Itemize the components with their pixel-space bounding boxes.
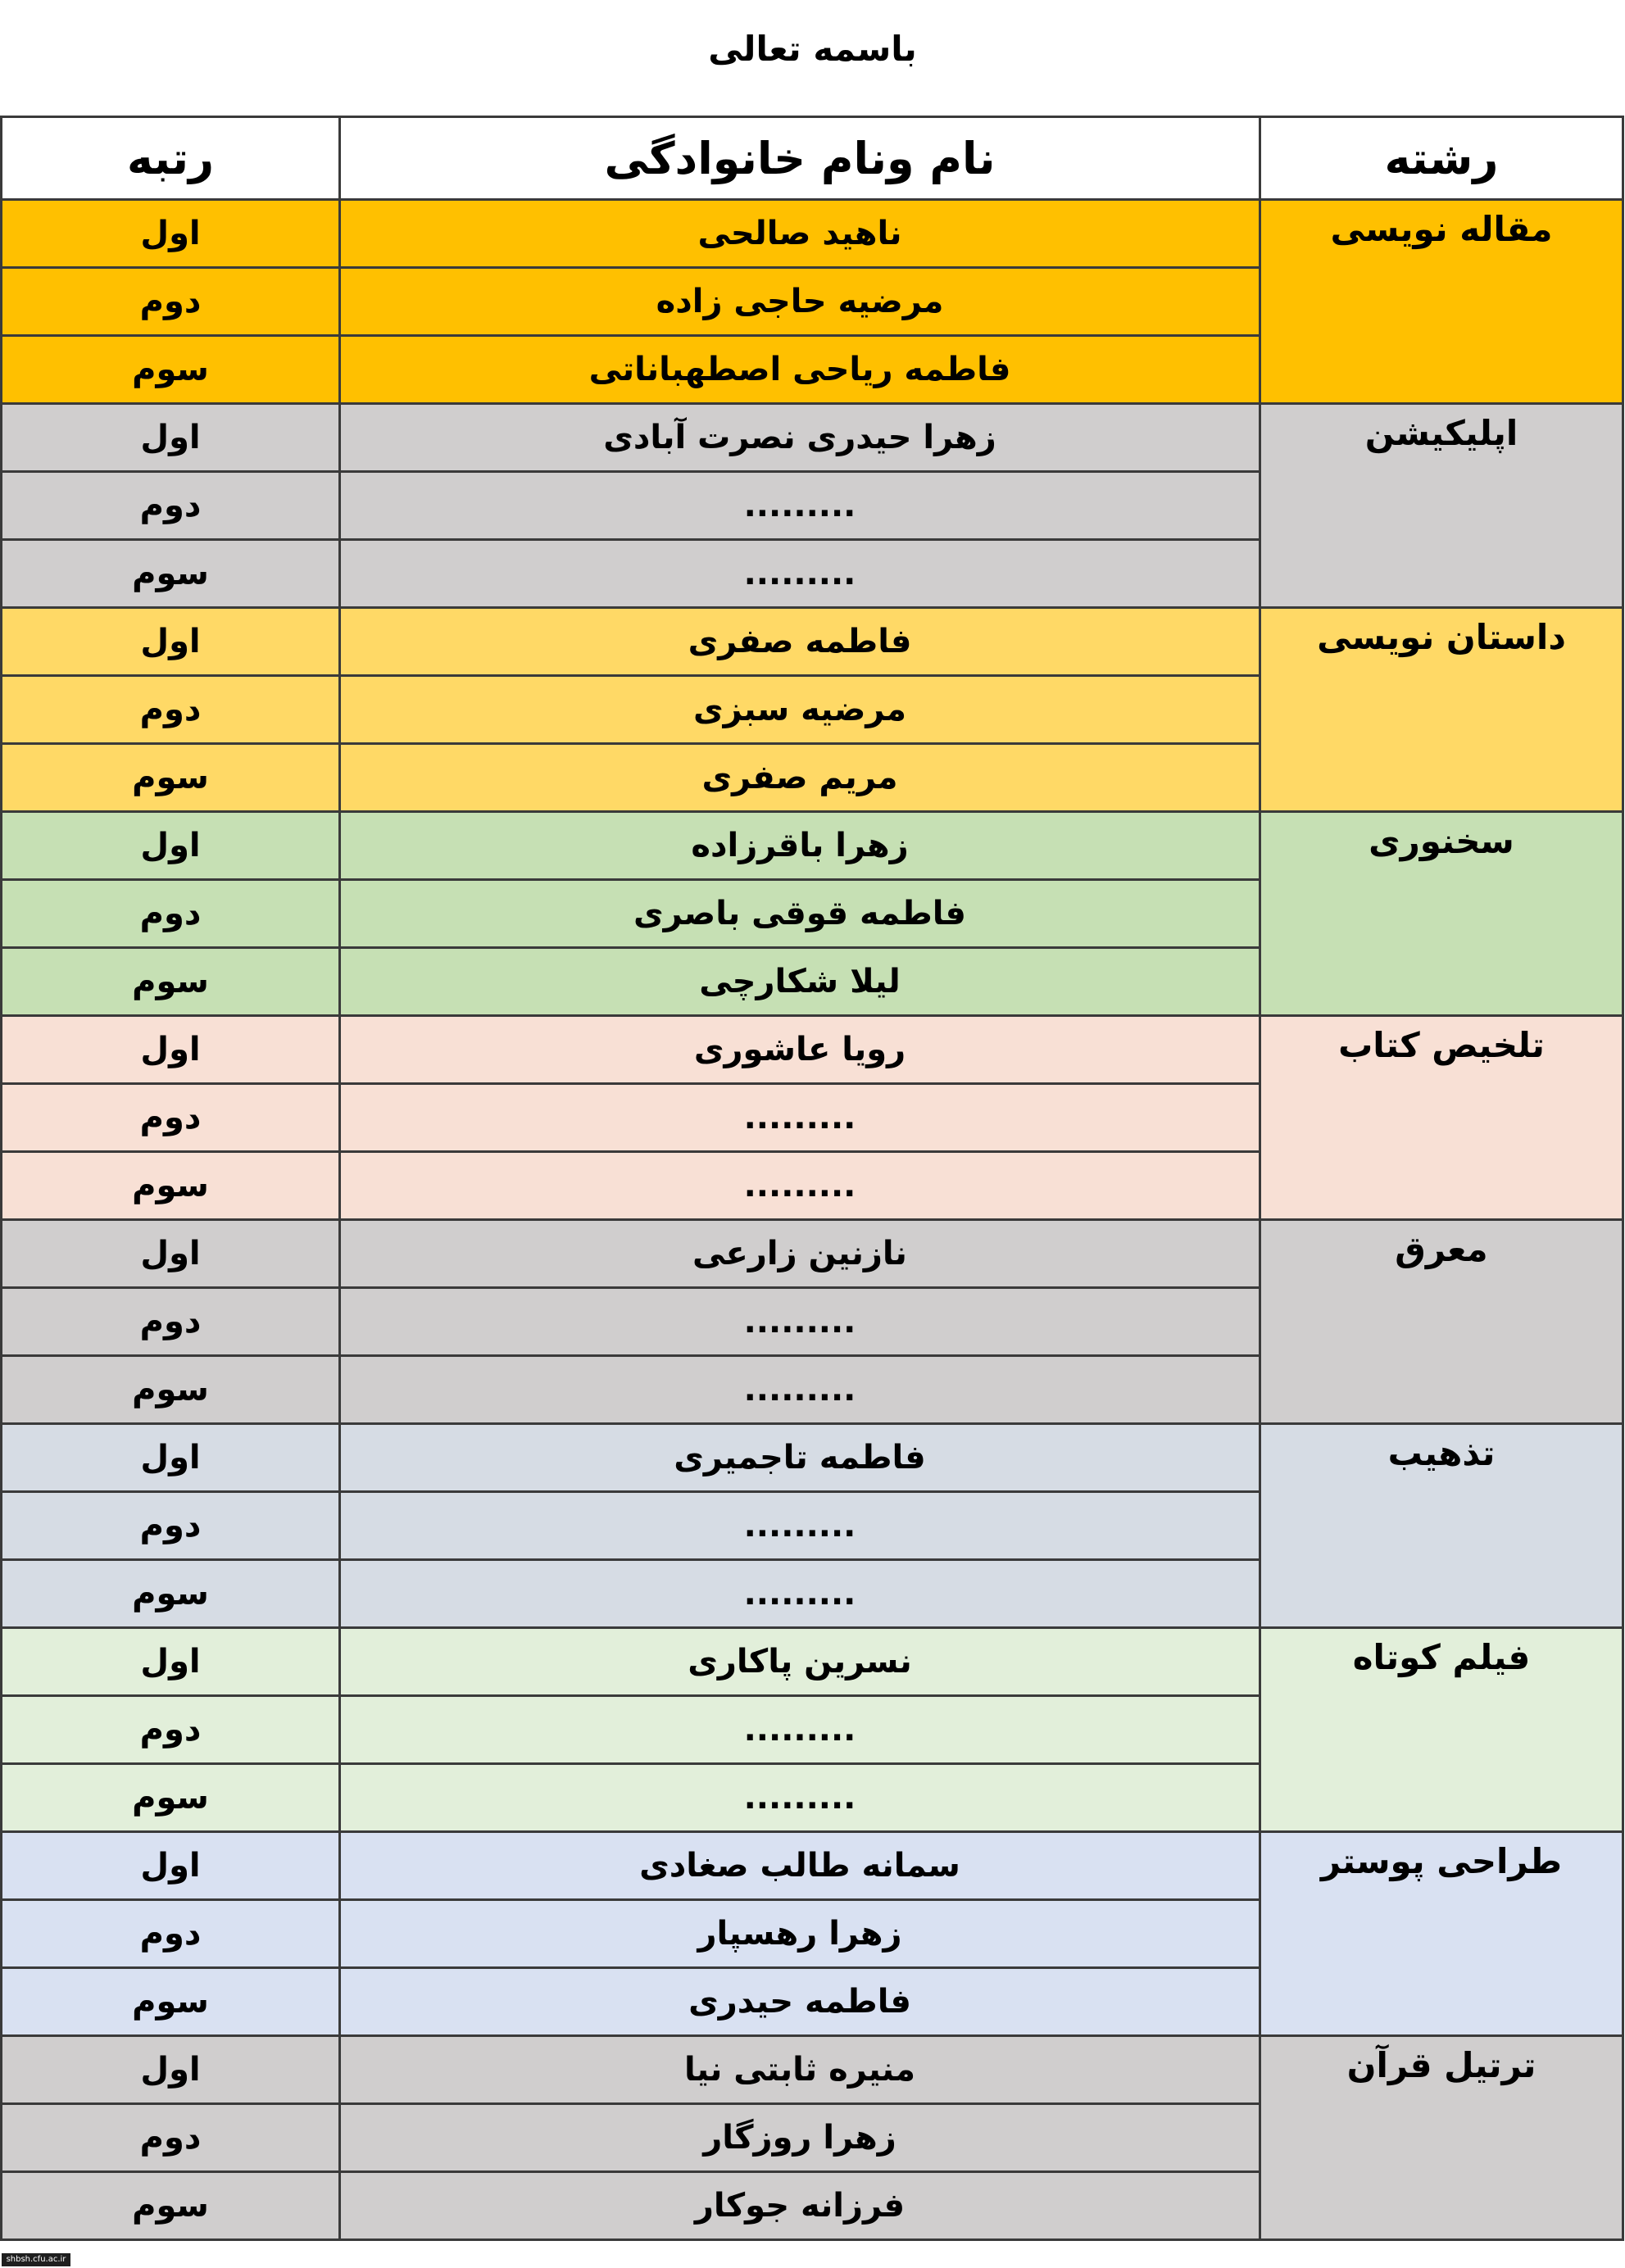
name-cell: فاطمه صفری xyxy=(340,608,1260,676)
name-cell: زهرا روزگار xyxy=(340,2104,1260,2172)
rank-cell: دوم xyxy=(2,1492,340,1560)
rank-cell: سوم xyxy=(2,1764,340,1832)
name-cell: ......... xyxy=(340,472,1260,540)
results-table xyxy=(0,116,1624,2241)
rank-cell: سوم xyxy=(2,1560,340,1628)
rank-cell: سوم xyxy=(2,1356,340,1424)
rank-cell: دوم xyxy=(2,1696,340,1764)
rank-cell: سوم xyxy=(2,1152,340,1220)
name-cell: ناهید صالحی xyxy=(340,200,1260,268)
column-header-field: رشته xyxy=(1260,117,1623,200)
field-cell: معرق xyxy=(1260,1220,1623,1424)
rank-cell: دوم xyxy=(2,880,340,948)
rank-cell: اول xyxy=(2,1832,340,1900)
field-cell: ترتیل قرآن xyxy=(1260,2036,1623,2240)
name-cell: ......... xyxy=(340,1696,1260,1764)
rank-cell: سوم xyxy=(2,336,340,404)
name-cell: ......... xyxy=(340,1084,1260,1152)
name-cell: فاطمه تاجمیری xyxy=(340,1424,1260,1492)
name-cell: لیلا شکارچی xyxy=(340,948,1260,1016)
rank-cell: دوم xyxy=(2,472,340,540)
field-cell: فیلم کوتاه xyxy=(1260,1628,1623,1832)
rank-cell: دوم xyxy=(2,1288,340,1356)
page-title: باسمه تعالی xyxy=(708,29,917,69)
table-row xyxy=(2,1220,1623,1288)
rank-cell: اول xyxy=(2,1016,340,1084)
rank-cell: دوم xyxy=(2,1084,340,1152)
table-header-row xyxy=(2,117,1623,200)
rank-cell: اول xyxy=(2,1220,340,1288)
name-cell: ......... xyxy=(340,1764,1260,1832)
name-cell: منیره ثابتی نیا xyxy=(340,2036,1260,2104)
name-cell: ......... xyxy=(340,1492,1260,1560)
column-header-name: نام ونام خانوادگی xyxy=(340,117,1260,200)
footer-logo: shbsh.cfu.ac.ir xyxy=(2,2253,70,2266)
rank-cell: سوم xyxy=(2,744,340,812)
rank-cell: سوم xyxy=(2,540,340,608)
column-header-rank: رتبه xyxy=(2,117,340,200)
name-cell: ......... xyxy=(340,1560,1260,1628)
field-cell: مقاله نویسی xyxy=(1260,200,1623,404)
rank-cell: سوم xyxy=(2,2172,340,2240)
name-cell: نازنین زارعی xyxy=(340,1220,1260,1288)
name-cell: زهرا رهسپار xyxy=(340,1900,1260,1968)
field-cell: سخنوری xyxy=(1260,812,1623,1016)
table-row xyxy=(2,812,1623,880)
name-cell: فاطمه ریاحی اصطهباناتی xyxy=(340,336,1260,404)
name-cell: فاطمه قوقی باصری xyxy=(340,880,1260,948)
rank-cell: اول xyxy=(2,2036,340,2104)
name-cell: فاطمه حیدری xyxy=(340,1968,1260,2036)
name-cell: زهرا حیدری نصرت آبادی xyxy=(340,404,1260,472)
name-cell: سمانه طالب صغادی xyxy=(340,1832,1260,1900)
table-body xyxy=(2,200,1623,2240)
table-row xyxy=(2,608,1623,676)
name-cell: مرضیه حاجی زاده xyxy=(340,268,1260,336)
name-cell: نسرین پاکاری xyxy=(340,1628,1260,1696)
table-row xyxy=(2,1832,1623,1900)
rank-cell: سوم xyxy=(2,948,340,1016)
table-row xyxy=(2,1628,1623,1696)
rank-cell: دوم xyxy=(2,268,340,336)
rank-cell: اول xyxy=(2,200,340,268)
name-cell: زهرا باقرزاده xyxy=(340,812,1260,880)
rank-cell: سوم xyxy=(2,1968,340,2036)
field-cell: اپلیکیشن xyxy=(1260,404,1623,608)
name-cell: ......... xyxy=(340,1288,1260,1356)
rank-cell: اول xyxy=(2,404,340,472)
name-cell: رویا عاشوری xyxy=(340,1016,1260,1084)
rank-cell: دوم xyxy=(2,2104,340,2172)
field-cell: تلخیص کتاب xyxy=(1260,1016,1623,1220)
table-row xyxy=(2,200,1623,268)
rank-cell: اول xyxy=(2,1424,340,1492)
field-cell: داستان نویسی xyxy=(1260,608,1623,812)
rank-cell: اول xyxy=(2,1628,340,1696)
table-row xyxy=(2,1424,1623,1492)
table-row xyxy=(2,404,1623,472)
name-cell: مرضیه سبزی xyxy=(340,676,1260,744)
name-cell: ......... xyxy=(340,1356,1260,1424)
name-cell: مریم صفری xyxy=(340,744,1260,812)
table-row xyxy=(2,1016,1623,1084)
field-cell: طراحی پوستر xyxy=(1260,1832,1623,2036)
field-cell: تذهیب xyxy=(1260,1424,1623,1628)
name-cell: ......... xyxy=(340,1152,1260,1220)
rank-cell: دوم xyxy=(2,676,340,744)
rank-cell: اول xyxy=(2,812,340,880)
table-row xyxy=(2,2036,1623,2104)
rank-cell: اول xyxy=(2,608,340,676)
name-cell: فرزانه جوکار xyxy=(340,2172,1260,2240)
name-cell: ......... xyxy=(340,540,1260,608)
rank-cell: دوم xyxy=(2,1900,340,1968)
